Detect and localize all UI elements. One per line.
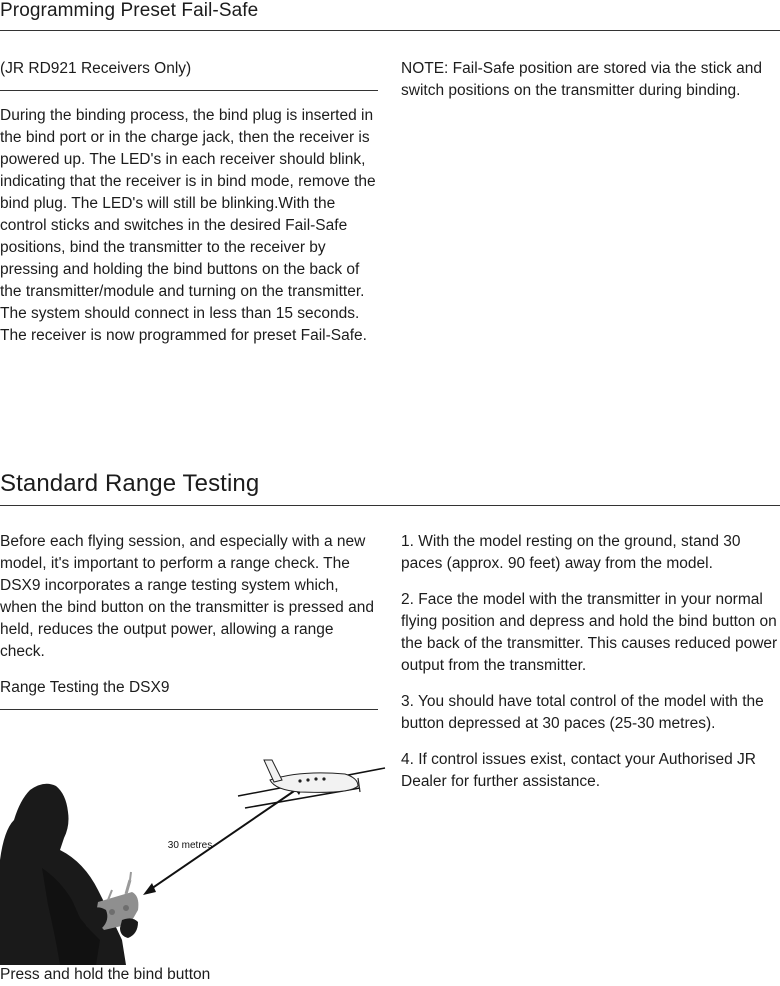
range-subtitle: Range Testing the DSX9 [0,677,378,710]
failsafe-note: NOTE: Fail-Safe position are stored via the stick and switch positions on the transmitter during binding. [401,60,762,99]
failsafe-left-column [0,58,378,361]
range-steps [401,531,780,807]
distance-label: 30 metres [167,840,213,851]
title-divider [0,505,780,506]
range-test-illustration [0,740,390,965]
distance-arrow [143,783,305,895]
failsafe-right-column [401,58,780,116]
section-title-failsafe: Programming Preset Fail-Safe [0,0,259,21]
airplane-icon [238,760,385,808]
step-item: 2. Face the model with the transmitter in your normal flying position and depress and hold the bind button on the back of the transmitter. This causes reduced power output from the transmitter. [401,591,778,674]
failsafe-body: During the binding process, the bind plug is inserted in the bind port or in the charge jack, then the receiver is powered up. The LED's in each receiver should blink, indicating that the receiver is in bind mode, remove the bind plug. The LED's will still be blinking.With the control sticks and switches in the desired Fail-Safe positions, bind the transmitter to the receiver by pressing and holding the bind buttons on the back of the transmitter/module and turning on the transmitter. The system should connect in less than 15 seconds. The receiver is now programmed for preset Fail-Safe. [0,107,376,344]
step-item: 3. You should have total control of the model with the button depressed at 30 paces (25-30 metres). [401,693,764,732]
range-intro: Before each flying session, and especially with a new model, it's important to perform a range check. The DSX9 incorporates a range testing system which, when the bind button on the transmitter is pressed and held, reduces the output power, allowing a range check. [0,533,374,660]
failsafe-subtitle: (JR RD921 Receivers Only) [0,58,378,91]
step-item: 1. With the model resting on the ground, stand 30 paces (approx. 90 feet) away from the model. [401,533,741,572]
figure-caption: Press and hold the bind button [0,966,211,983]
range-left-column [0,531,378,724]
title-divider [0,30,780,31]
step-item: 4. If control issues exist, contact your Authorised JR Dealer for further assistance. [401,751,756,790]
section-title-range-testing: Standard Range Testing [0,470,260,497]
